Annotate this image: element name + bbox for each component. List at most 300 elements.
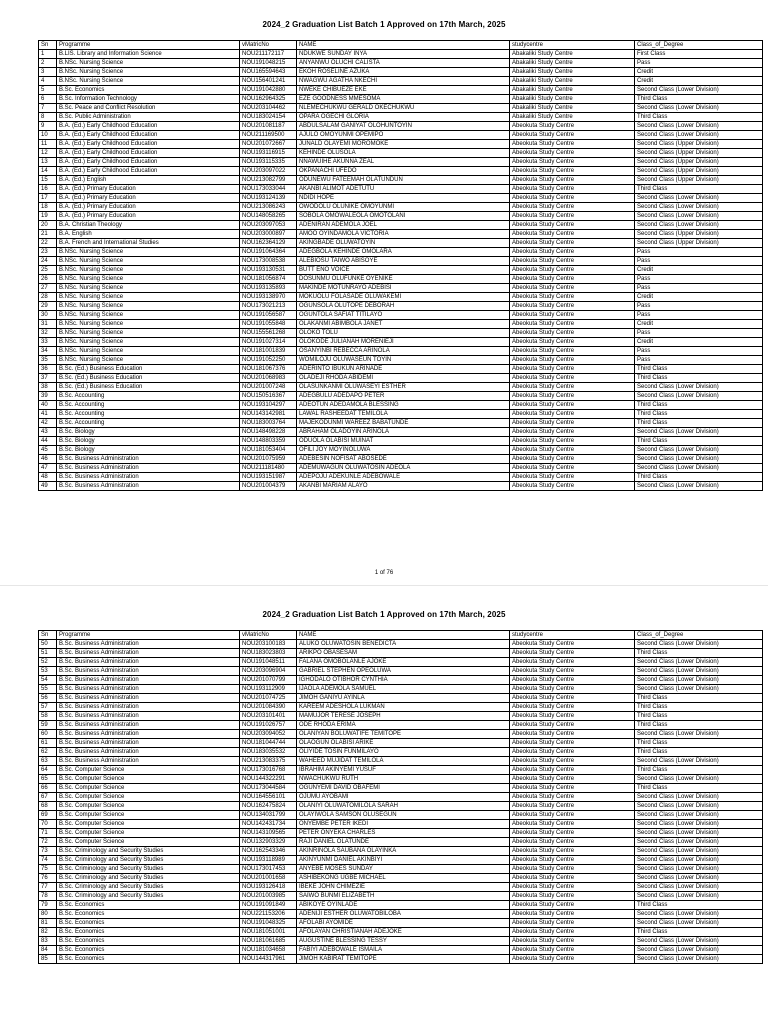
cell-class-of-degree: Third Class [635,437,763,446]
table-row [39,86,763,95]
cell-matric-no: NOU213082799 [240,176,297,185]
cell-programme: B.A. English [57,230,240,239]
table-row [39,865,763,874]
cell-sn: 3 [39,68,57,77]
cell-programme: B.Sc. Computer Science [57,784,240,793]
cell-sn: 6 [39,95,57,104]
cell-matric-no: NOU193118989 [240,856,297,865]
cell-study-centre: Abeokuta Study Centre [510,712,635,721]
cell-study-centre: Abeokuta Study Centre [510,910,635,919]
cell-class-of-degree: Pass [635,329,763,338]
cell-class-of-degree: Pass [635,257,763,266]
cell-name: ALUKO OLUWATOSIN BENEDICTA [297,640,510,649]
cell-class-of-degree: Third Class [635,721,763,730]
cell-matric-no: NOU191052250 [240,356,297,365]
table-header-row [39,631,763,640]
cell-class-of-degree: Second Class (Lower Division) [635,212,763,221]
cell-study-centre: Abeokuta Study Centre [510,883,635,892]
table-row [39,703,763,712]
table-row [39,230,763,239]
table-row [39,293,763,302]
cell-programme: B.Sc. Economics [57,928,240,937]
cell-name: AKANBI MARIAM ALAYO [297,482,510,491]
cell-study-centre: Abeokuta Study Centre [510,640,635,649]
table-row [39,311,763,320]
cell-name: ONYEMBE PETER IKEDI [297,820,510,829]
cell-matric-no: NOU213083375 [240,757,297,766]
cell-study-centre: Abeokuta Study Centre [510,446,635,455]
cell-class-of-degree: Second Class (Lower Division) [635,892,763,901]
cell-matric-no: NOU201084390 [240,703,297,712]
cell-class-of-degree: Third Class [635,703,763,712]
cell-study-centre: Abeokuta Study Centre [510,811,635,820]
table-row [39,793,763,802]
cell-programme: B.Sc. Business Administration [57,640,240,649]
cell-matric-no: NOU201003985 [240,892,297,901]
cell-name: OLOKO TOLU [297,329,510,338]
cell-name: DOSUNMU OLUFUNKE OYENIKE [297,275,510,284]
cell-class-of-degree: First Class [635,50,763,59]
cell-programme: B.NSc. Nursing Science [57,293,240,302]
cell-study-centre: Abeokuta Study Centre [510,311,635,320]
cell-sn: 12 [39,149,57,158]
cell-class-of-degree: Pass [635,275,763,284]
cell-name: ADEMUWAGUN OLUWATOSIN ADEOLA [297,464,510,473]
cell-programme: B.Sc. Computer Science [57,838,240,847]
cell-matric-no: NOU201081187 [240,122,297,131]
cell-name: EKOH ROSELINE AZUKA [297,68,510,77]
cell-class-of-degree: Second Class (Lower Division) [635,874,763,883]
cell-sn: 72 [39,838,57,847]
cell-class-of-degree: Second Class (Lower Division) [635,820,763,829]
cell-study-centre: Abeokuta Study Centre [510,140,635,149]
cell-programme: B.Sc. Criminology and Security Studies [57,874,240,883]
table-row [39,275,763,284]
cell-class-of-degree: Second Class (Lower Division) [635,757,763,766]
header-name: NAME [297,41,510,50]
cell-study-centre: Abeokuta Study Centre [510,901,635,910]
cell-programme: B.Sc. Economics [57,946,240,955]
cell-matric-no: NOU203100183 [240,640,297,649]
cell-name: ADERINTO IBUKUN ARINADE [297,365,510,374]
cell-programme: B.Sc. Business Administration [57,473,240,482]
cell-matric-no: NOU181034658 [240,946,297,955]
table-row [39,257,763,266]
cell-name: PETER ONYEKA CHARLES [297,829,510,838]
cell-sn: 20 [39,221,57,230]
cell-programme: B.NSc. Nursing Science [57,302,240,311]
cell-name: AFOLABI AYOMIDE [297,919,510,928]
cell-matric-no: NOU183023803 [240,649,297,658]
cell-study-centre: Abeokuta Study Centre [510,257,635,266]
cell-class-of-degree: Second Class (Lower Division) [635,937,763,946]
cell-sn: 28 [39,293,57,302]
cell-class-of-degree: Pass [635,59,763,68]
cell-programme: B.A. (Ed.) Primary Education [57,212,240,221]
table-row [39,955,763,964]
cell-study-centre: Abeokuta Study Centre [510,293,635,302]
cell-study-centre: Abeokuta Study Centre [510,667,635,676]
cell-sn: 19 [39,212,57,221]
cell-sn: 16 [39,185,57,194]
cell-name: RAJI DANIEL OLATUNDE [297,838,510,847]
cell-class-of-degree: Second Class (Lower Division) [635,446,763,455]
table-row [39,167,763,176]
cell-study-centre: Abeokuta Study Centre [510,230,635,239]
cell-name: OLAOGUN OLABISI ARIKE [297,739,510,748]
cell-sn: 21 [39,230,57,239]
table-row [39,784,763,793]
cell-matric-no: NOU211172117 [240,50,297,59]
cell-sn: 34 [39,347,57,356]
cell-name: KAREEM ADESHOLA LUKMAN [297,703,510,712]
cell-class-of-degree: Second Class (Lower Division) [635,104,763,113]
cell-matric-no: NOU201074725 [240,694,297,703]
cell-sn: 15 [39,176,57,185]
table-row [39,140,763,149]
cell-study-centre: Abakaliki Study Centre [510,59,635,68]
cell-matric-no: NOU183003764 [240,419,297,428]
cell-study-centre: Abeokuta Study Centre [510,937,635,946]
table-row [39,203,763,212]
cell-sn: 44 [39,437,57,446]
cell-class-of-degree: Third Class [635,410,763,419]
cell-name: OJUMU AYOBAMI [297,793,510,802]
cell-programme: B.NSc. Nursing Science [57,284,240,293]
cell-class-of-degree: Second Class (Lower Division) [635,802,763,811]
cell-programme: B.NSc. Nursing Science [57,248,240,257]
graduation-table [38,40,763,491]
cell-class-of-degree: Second Class (Lower Division) [635,203,763,212]
table-row [39,667,763,676]
cell-class-of-degree: Second Class (Upper Division) [635,230,763,239]
cell-class-of-degree: Second Class (Lower Division) [635,676,763,685]
cell-study-centre: Abeokuta Study Centre [510,730,635,739]
cell-class-of-degree: Second Class (Lower Division) [635,464,763,473]
cell-name: ARIKPO OBASESAM [297,649,510,658]
table-row [39,730,763,739]
cell-class-of-degree: Second Class (Lower Division) [635,658,763,667]
cell-study-centre: Abeokuta Study Centre [510,176,635,185]
table-row [39,329,763,338]
table-row [39,320,763,329]
cell-sn: 64 [39,766,57,775]
cell-study-centre: Abeokuta Study Centre [510,356,635,365]
cell-programme: B.Sc. Business Administration [57,649,240,658]
cell-programme: B.Sc. Economics [57,919,240,928]
table-row [39,248,763,257]
cell-programme: B.Sc. Computer Science [57,829,240,838]
cell-sn: 4 [39,77,57,86]
table-row [39,455,763,464]
cell-programme: B.Sc. Criminology and Security Studies [57,847,240,856]
cell-programme: B.NSc. Nursing Science [57,338,240,347]
cell-name: NLEMECHUKWU GERALD OKECHUKWU [297,104,510,113]
cell-name: JUNALD OLAYEMI MOROMOKE [297,140,510,149]
cell-programme: B.Sc. Business Administration [57,748,240,757]
cell-study-centre: Abeokuta Study Centre [510,649,635,658]
cell-name: JIMOH KABIRAT TEMITOPE [297,955,510,964]
cell-class-of-degree: Second Class (Upper Division) [635,239,763,248]
cell-study-centre: Abeokuta Study Centre [510,383,635,392]
cell-programme: B.A. (Ed.) Early Childhood Education [57,158,240,167]
cell-name: OGUNSOLA OLUTOPE DEBORAH [297,302,510,311]
cell-matric-no: NOU193135893 [240,284,297,293]
cell-matric-no: NOU203097053 [240,221,297,230]
cell-matric-no: NOU203097022 [240,167,297,176]
cell-sn: 76 [39,874,57,883]
cell-name: OLIYIDE TOSIN FUNMILAYO [297,748,510,757]
cell-name: WOMILOJU OLUWASEUN TOYIN [297,356,510,365]
cell-matric-no: NOU203096904 [240,667,297,676]
cell-programme: B.NSc. Nursing Science [57,68,240,77]
cell-name: GABRIEL STEPHEN OPEOLUWA [297,667,510,676]
cell-programme: B.Sc. Criminology and Security Studies [57,865,240,874]
header-programme: Programme [57,41,240,50]
table-row [39,775,763,784]
cell-study-centre: Abeokuta Study Centre [510,685,635,694]
table-row [39,883,763,892]
cell-programme: B.A. (Ed.) English [57,176,240,185]
cell-matric-no: NOU201001658 [240,874,297,883]
cell-study-centre: Abeokuta Study Centre [510,856,635,865]
cell-study-centre: Abeokuta Study Centre [510,392,635,401]
cell-matric-no: NOU181001839 [240,347,297,356]
cell-programme: B.Sc. Business Administration [57,658,240,667]
cell-matric-no: NOU191056587 [240,311,297,320]
cell-sn: 37 [39,374,57,383]
cell-name: OLAKANMI ABIMBOLA JANET [297,320,510,329]
cell-name: ADEGBOLA KEHINDE OMOLARA [297,248,510,257]
cell-matric-no: NOU162964325 [240,95,297,104]
cell-matric-no: NOU173021213 [240,302,297,311]
cell-class-of-degree: Second Class (Upper Division) [635,149,763,158]
cell-study-centre: Abeokuta Study Centre [510,955,635,964]
cell-matric-no: NOU191091849 [240,901,297,910]
cell-sn: 75 [39,865,57,874]
cell-matric-no: NOU181051001 [240,928,297,937]
cell-sn: 45 [39,446,57,455]
cell-programme: B.Sc. Business Administration [57,757,240,766]
cell-programme: B.Sc. Business Administration [57,667,240,676]
cell-name: IGHODALO OTIBHOR CYNTHIA [297,676,510,685]
cell-matric-no: NOU181056874 [240,275,297,284]
cell-matric-no: NOU173033044 [240,185,297,194]
cell-programme: B.LIS. Library and Information Science [57,50,240,59]
cell-name: OLANIYAN BOLUWATIFE TEMITOPE [297,730,510,739]
cell-class-of-degree: Second Class (Upper Division) [635,140,763,149]
header-class-of-degree: Class_of_Degree [635,41,763,50]
cell-sn: 23 [39,248,57,257]
cell-study-centre: Abakaliki Study Centre [510,68,635,77]
cell-study-centre: Abeokuta Study Centre [510,919,635,928]
cell-study-centre: Abeokuta Study Centre [510,482,635,491]
cell-study-centre: Abeokuta Study Centre [510,410,635,419]
cell-programme: B.NSc. Nursing Science [57,275,240,284]
cell-matric-no: NOU134031799 [240,811,297,820]
cell-class-of-degree: Second Class (Lower Division) [635,392,763,401]
cell-sn: 39 [39,392,57,401]
cell-sn: 10 [39,131,57,140]
cell-class-of-degree: Third Class [635,419,763,428]
cell-matric-no: NOU162543346 [240,847,297,856]
cell-matric-no: NOU144322291 [240,775,297,784]
cell-sn: 69 [39,811,57,820]
cell-study-centre: Abeokuta Study Centre [510,122,635,131]
cell-matric-no: NOU173008538 [240,257,297,266]
cell-programme: B.Sc. Biology [57,437,240,446]
table-row [39,892,763,901]
cell-study-centre: Abeokuta Study Centre [510,266,635,275]
cell-programme: B.Sc. Business Administration [57,455,240,464]
cell-sn: 80 [39,910,57,919]
cell-class-of-degree: Pass [635,284,763,293]
cell-study-centre: Abeokuta Study Centre [510,158,635,167]
cell-programme: B.Sc. Economics [57,901,240,910]
cell-study-centre: Abeokuta Study Centre [510,275,635,284]
cell-name: OWODOLU OLUNIKE OMOYUNMI [297,203,510,212]
cell-matric-no: NOU203000897 [240,230,297,239]
table-row [39,284,763,293]
cell-study-centre: Abakaliki Study Centre [510,77,635,86]
cell-name: EZE GOODNESS MMESOMA [297,95,510,104]
cell-name: OFILI JOY MOYINOLUWA [297,446,510,455]
cell-sn: 24 [39,257,57,266]
cell-name: ANYEBE MOSES SUNDAY [297,865,510,874]
cell-class-of-degree: Second Class (Lower Division) [635,775,763,784]
cell-name: ABIKOYE OYINLADE [297,901,510,910]
cell-sn: 38 [39,383,57,392]
cell-study-centre: Abeokuta Study Centre [510,329,635,338]
cell-matric-no: NOU191064364 [240,248,297,257]
table-row [39,766,763,775]
table-row [39,131,763,140]
cell-study-centre: Abeokuta Study Centre [510,928,635,937]
cell-name: OGUNTOLA SAFIAT TITILAYO [297,311,510,320]
cell-matric-no: NOU201068983 [240,374,297,383]
cell-sn: 52 [39,658,57,667]
cell-study-centre: Abeokuta Study Centre [510,221,635,230]
cell-study-centre: Abeokuta Study Centre [510,167,635,176]
cell-sn: 77 [39,883,57,892]
table-row [39,811,763,820]
cell-name: ADEOTUN ADEDAMOLA BLESSING [297,401,510,410]
cell-programme: B.Sc. Computer Science [57,775,240,784]
cell-programme: B.Sc. Business Administration [57,703,240,712]
cell-matric-no: NOU193151987 [240,473,297,482]
table-row [39,748,763,757]
cell-programme: B.Sc. Computer Science [57,802,240,811]
cell-study-centre: Abeokuta Study Centre [510,829,635,838]
cell-programme: B.Sc. Economics [57,86,240,95]
cell-class-of-degree: Second Class (Lower Division) [635,865,763,874]
table-row [39,829,763,838]
table-row [39,95,763,104]
cell-class-of-degree: Second Class (Lower Division) [635,883,763,892]
cell-study-centre: Abeokuta Study Centre [510,131,635,140]
cell-study-centre: Abeokuta Study Centre [510,793,635,802]
cell-study-centre: Abeokuta Study Centre [510,455,635,464]
cell-name: MAJEKODUNMI WAREEZ BABATUNDE [297,419,510,428]
cell-programme: B.Sc. Criminology and Security Studies [57,883,240,892]
cell-sn: 54 [39,676,57,685]
table-row [39,820,763,829]
cell-name: OPARA OGECHI GLORIA [297,113,510,122]
cell-class-of-degree: Third Class [635,473,763,482]
cell-programme: B.Sc. Accounting [57,401,240,410]
table-row [39,640,763,649]
cell-matric-no: NOU193104297 [240,401,297,410]
cell-matric-no: NOU191048215 [240,59,297,68]
cell-sn: 56 [39,694,57,703]
cell-sn: 29 [39,302,57,311]
cell-matric-no: NOU148498228 [240,428,297,437]
cell-study-centre: Abeokuta Study Centre [510,401,635,410]
cell-matric-no: NOU191048511 [240,658,297,667]
cell-study-centre: Abeokuta Study Centre [510,239,635,248]
cell-class-of-degree: Third Class [635,748,763,757]
cell-matric-no: NOU201004379 [240,482,297,491]
cell-class-of-degree: Pass [635,347,763,356]
cell-programme: B.Sc. Peace and Conflict Resolution [57,104,240,113]
cell-programme: B.Sc. Accounting [57,410,240,419]
cell-sn: 18 [39,203,57,212]
cell-matric-no: NOU183024154 [240,113,297,122]
header-sn: Sn [39,631,57,640]
cell-class-of-degree: Second Class (Lower Division) [635,667,763,676]
cell-matric-no: NOU148803359 [240,437,297,446]
cell-study-centre: Abeokuta Study Centre [510,428,635,437]
cell-sn: 41 [39,410,57,419]
cell-programme: B.Sc. Criminology and Security Studies [57,856,240,865]
table-row [39,464,763,473]
cell-sn: 63 [39,757,57,766]
cell-name: OLANIYI OLUWATOMILOLA SARAH [297,802,510,811]
cell-name: ODE RHODA ERIMA [297,721,510,730]
cell-programme: B.Sc. (Ed.) Business Education [57,374,240,383]
table-row [39,68,763,77]
cell-matric-no: NOU221153206 [240,910,297,919]
cell-study-centre: Abeokuta Study Centre [510,892,635,901]
cell-programme: B.Sc. Business Administration [57,685,240,694]
cell-matric-no: NOU173016768 [240,766,297,775]
cell-class-of-degree: Second Class (Lower Division) [635,428,763,437]
cell-sn: 70 [39,820,57,829]
table-row [39,712,763,721]
table-row [39,113,763,122]
cell-sn: 40 [39,401,57,410]
cell-programme: B.NSc. Nursing Science [57,329,240,338]
cell-study-centre: Abakaliki Study Centre [510,104,635,113]
cell-name: ADENIJI ESTHER OLUWATOBILOBA [297,910,510,919]
cell-name: ADEPOJU ADEKUNLE ADEBOWALE [297,473,510,482]
cell-class-of-degree: Third Class [635,712,763,721]
cell-name: MAKINDE MOTUNRAYO ADEBISI [297,284,510,293]
cell-name: NWEKE CHIBUEZE EKE [297,86,510,95]
table-row [39,685,763,694]
cell-class-of-degree: Third Class [635,784,763,793]
cell-sn: 78 [39,892,57,901]
cell-sn: 53 [39,667,57,676]
cell-study-centre: Abeokuta Study Centre [510,203,635,212]
cell-class-of-degree: Second Class (Lower Division) [635,793,763,802]
cell-class-of-degree: Credit [635,68,763,77]
cell-matric-no: NOU193112909 [240,685,297,694]
cell-name: AKINRINOLA SAUBANA OLAYINKA [297,847,510,856]
cell-class-of-degree: Third Class [635,95,763,104]
cell-matric-no: NOU142431734 [240,820,297,829]
cell-programme: B.Sc. Accounting [57,392,240,401]
